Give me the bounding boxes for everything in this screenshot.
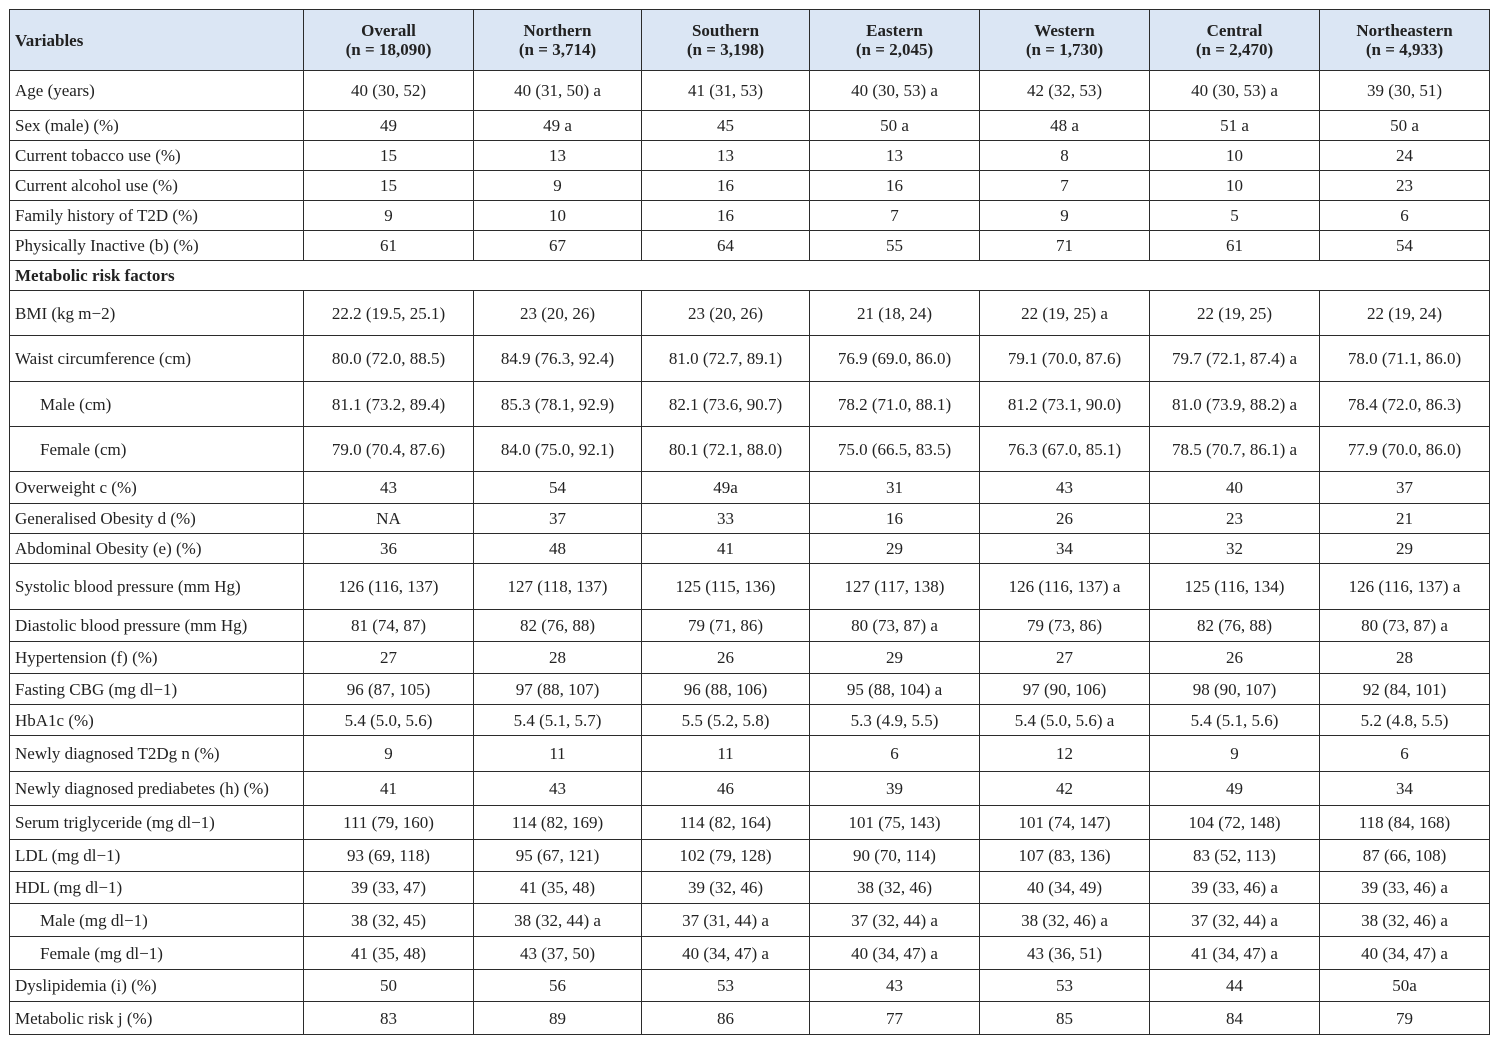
cell-value: 43 (37, 50) [474,937,642,970]
cell-value: 97 (88, 107) [474,674,642,705]
table-row [10,970,1490,1002]
cell-value: 16 [642,171,810,201]
cell-value: 79.0 (70.4, 87.6) [304,427,474,472]
table-row [10,564,1490,610]
cell-value: 13 [642,141,810,171]
table-row [10,171,1490,201]
row-label: Serum triglyceride (mg dl−1) [10,806,304,840]
cell-value: 86 [642,1002,810,1035]
cell-value: 39 (33, 46) a [1150,872,1320,904]
table-body [10,71,1490,1035]
row-label: Hypertension (f) (%) [10,642,304,674]
cell-value: 85 [980,1002,1150,1035]
cell-value: 80.0 (72.0, 88.5) [304,336,474,382]
column-name: Overall [361,21,416,40]
cell-value: 79 (73, 86) [980,610,1150,642]
column-sample-size: (n = 4,933) [1365,40,1444,59]
row-label: Overweight c (%) [10,472,304,504]
cell-value: 44 [1150,970,1320,1002]
cell-value: 45 [642,111,810,141]
table-row [10,201,1490,231]
cell-value: 9 [980,201,1150,231]
table-row [10,705,1490,736]
cell-value: 5.3 (4.9, 5.5) [810,705,980,736]
cell-value: 9 [1150,736,1320,772]
cell-value: 114 (82, 164) [642,806,810,840]
table-row [10,504,1490,534]
column-name: Southern [691,21,760,40]
cell-value: 79.1 (70.0, 87.6) [980,336,1150,382]
cell-value: 9 [304,201,474,231]
cell-value: 49a [642,472,810,504]
cell-value: 39 (32, 46) [642,872,810,904]
cell-value: 49 a [474,111,642,141]
cell-value: 41 (31, 53) [642,71,810,111]
cell-value: 28 [474,642,642,674]
cell-value: 61 [304,231,474,261]
cell-value: 84.0 (75.0, 92.1) [474,427,642,472]
cell-value: 50 a [1320,111,1490,141]
table-row [10,772,1490,806]
column-sample-size: (n = 3,198) [686,40,765,59]
cell-value: 33 [642,504,810,534]
cell-value: 50 a [810,111,980,141]
table-row [10,71,1490,111]
row-label: Age (years) [10,71,304,111]
section-row [10,261,1490,291]
cell-value: 43 [980,472,1150,504]
cell-value: 6 [810,736,980,772]
column-sample-size: (n = 2,470) [1195,40,1274,59]
cell-value: 107 (83, 136) [980,840,1150,872]
row-label: HbA1c (%) [10,705,304,736]
cell-value: 77 [810,1002,980,1035]
cell-value: 39 (33, 46) a [1320,872,1490,904]
cell-value: 78.2 (71.0, 88.1) [810,382,980,427]
cell-value: 41 (34, 47) a [1150,937,1320,970]
cell-value: 78.0 (71.1, 86.0) [1320,336,1490,382]
cell-value: 5.4 (5.0, 5.6) [304,705,474,736]
row-label: Abdominal Obesity (e) (%) [10,534,304,564]
cell-value: 38 (32, 46) a [1320,904,1490,937]
table-row [10,534,1490,564]
cell-value: 29 [1320,534,1490,564]
table-row [10,904,1490,937]
cell-value: 50 [304,970,474,1002]
cell-value: 13 [474,141,642,171]
table-row [10,872,1490,904]
cell-value: 48 [474,534,642,564]
cell-value: 43 [810,970,980,1002]
cell-value: 126 (116, 137) [304,564,474,610]
table-row [10,141,1490,171]
cell-value: 5.4 (5.0, 5.6) a [980,705,1150,736]
row-label: LDL (mg dl−1) [10,840,304,872]
row-label: Family history of T2D (%) [10,201,304,231]
cell-value: 61 [1150,231,1320,261]
row-label: Current alcohol use (%) [10,171,304,201]
row-label: Waist circumference (cm) [10,336,304,382]
cell-value: 43 [304,472,474,504]
cell-value: 80 (73, 87) a [810,610,980,642]
header-western [980,10,1150,71]
cell-value: 79 (71, 86) [642,610,810,642]
cell-value: 81.2 (73.1, 90.0) [980,382,1150,427]
column-sample-size: (n = 3,714) [518,40,597,59]
table-row [10,111,1490,141]
cell-value: 90 (70, 114) [810,840,980,872]
cell-value: 40 (34, 47) a [1320,937,1490,970]
cell-value: 43 [474,772,642,806]
cell-value: 26 [980,504,1150,534]
cell-value: 101 (75, 143) [810,806,980,840]
header-overall [304,10,474,71]
cell-value: 114 (82, 169) [474,806,642,840]
cell-value: 83 (52, 113) [1150,840,1320,872]
table-row [10,610,1490,642]
cell-value: 67 [474,231,642,261]
cell-value: 76.3 (67.0, 85.1) [980,427,1150,472]
cell-value: 7 [810,201,980,231]
cell-value: 16 [642,201,810,231]
cell-value: 54 [474,472,642,504]
table-row [10,382,1490,427]
cell-value: 64 [642,231,810,261]
cell-value: 5.4 (5.1, 5.6) [1150,705,1320,736]
cell-value: 34 [1320,772,1490,806]
column-name: Eastern [866,21,923,40]
cell-value: 97 (90, 106) [980,674,1150,705]
cell-value: 10 [1150,141,1320,171]
cell-value: 49 [1150,772,1320,806]
cell-value: 49 [304,111,474,141]
cell-value: 24 [1320,141,1490,171]
cell-value: 40 (34, 47) a [810,937,980,970]
cell-value: 75.0 (66.5, 83.5) [810,427,980,472]
cell-value: 13 [810,141,980,171]
cell-value: 111 (79, 160) [304,806,474,840]
cell-value: 27 [304,642,474,674]
cell-value: 22.2 (19.5, 25.1) [304,291,474,336]
cell-value: 76.9 (69.0, 86.0) [810,336,980,382]
column-name: Western [1034,21,1095,40]
cell-value: 7 [980,171,1150,201]
cell-value: 127 (118, 137) [474,564,642,610]
cell-value: 37 (32, 44) a [810,904,980,937]
cell-value: 98 (90, 107) [1150,674,1320,705]
cell-value: 38 (32, 46) a [980,904,1150,937]
cell-value: NA [304,504,474,534]
row-label: Male (mg dl−1) [10,904,304,937]
cell-value: 5 [1150,201,1320,231]
cell-value: 80.1 (72.1, 88.0) [642,427,810,472]
cell-value: 40 (30, 53) a [810,71,980,111]
row-label: Newly diagnosed T2Dg n (%) [10,736,304,772]
cell-value: 82.1 (73.6, 90.7) [642,382,810,427]
cell-value: 84.9 (76.3, 92.4) [474,336,642,382]
cell-value: 41 [642,534,810,564]
cell-value: 126 (116, 137) a [980,564,1150,610]
section-heading: Metabolic risk factors [10,261,1490,291]
table-row [10,937,1490,970]
cell-value: 46 [642,772,810,806]
cell-value: 40 (34, 47) a [642,937,810,970]
cell-value: 71 [980,231,1150,261]
cell-value: 78.5 (70.7, 86.1) a [1150,427,1320,472]
cell-value: 77.9 (70.0, 86.0) [1320,427,1490,472]
cell-value: 6 [1320,736,1490,772]
cell-value: 37 (32, 44) a [1150,904,1320,937]
cell-value: 82 (76, 88) [474,610,642,642]
header-eastern [810,10,980,71]
cell-value: 6 [1320,201,1490,231]
cell-value: 8 [980,141,1150,171]
cell-value: 22 (19, 24) [1320,291,1490,336]
cell-value: 41 [304,772,474,806]
cell-value: 26 [642,642,810,674]
table-row [10,427,1490,472]
table-row [10,642,1490,674]
row-label: Diastolic blood pressure (mm Hg) [10,610,304,642]
cell-value: 26 [1150,642,1320,674]
cell-value: 10 [1150,171,1320,201]
header-southern [642,10,810,71]
cell-value: 37 [474,504,642,534]
cell-value: 53 [642,970,810,1002]
header-central [1150,10,1320,71]
cell-value: 29 [810,534,980,564]
cell-value: 23 (20, 26) [642,291,810,336]
cell-value: 53 [980,970,1150,1002]
column-sample-size: (n = 2,045) [855,40,934,59]
cell-value: 15 [304,141,474,171]
cell-value: 39 (33, 47) [304,872,474,904]
cell-value: 11 [642,736,810,772]
cell-value: 80 (73, 87) a [1320,610,1490,642]
cell-value: 127 (117, 138) [810,564,980,610]
cell-value: 38 (32, 44) a [474,904,642,937]
row-label: BMI (kg m−2) [10,291,304,336]
row-label: Newly diagnosed prediabetes (h) (%) [10,772,304,806]
cell-value: 5.4 (5.1, 5.7) [474,705,642,736]
table-header [10,10,1490,71]
cell-value: 126 (116, 137) a [1320,564,1490,610]
cell-value: 40 (34, 49) [980,872,1150,904]
cell-value: 36 [304,534,474,564]
header-row [10,10,1490,71]
cell-value: 5.5 (5.2, 5.8) [642,705,810,736]
row-label: Metabolic risk j (%) [10,1002,304,1035]
row-label: Generalised Obesity d (%) [10,504,304,534]
cell-value: 41 (35, 48) [304,937,474,970]
cell-value: 125 (115, 136) [642,564,810,610]
column-name: Variables [15,30,84,50]
cell-value: 56 [474,970,642,1002]
cell-value: 10 [474,201,642,231]
cell-value: 79.7 (72.1, 87.4) a [1150,336,1320,382]
cell-value: 54 [1320,231,1490,261]
cell-value: 31 [810,472,980,504]
cell-value: 92 (84, 101) [1320,674,1490,705]
cell-value: 38 (32, 45) [304,904,474,937]
cell-value: 81.0 (72.7, 89.1) [642,336,810,382]
cell-value: 40 (31, 50) a [474,71,642,111]
cell-value: 21 (18, 24) [810,291,980,336]
cell-value: 22 (19, 25) [1150,291,1320,336]
cell-value: 39 (30, 51) [1320,71,1490,111]
cell-value: 101 (74, 147) [980,806,1150,840]
cell-value: 39 [810,772,980,806]
row-label: Male (cm) [10,382,304,427]
header-northern [474,10,642,71]
row-label: Systolic blood pressure (mm Hg) [10,564,304,610]
row-label: Female (mg dl−1) [10,937,304,970]
cell-value: 9 [474,171,642,201]
cell-value: 16 [810,504,980,534]
cell-value: 83 [304,1002,474,1035]
header-northeastern [1320,10,1490,71]
cell-value: 82 (76, 88) [1150,610,1320,642]
table-row [10,674,1490,705]
cell-value: 102 (79, 128) [642,840,810,872]
cell-value: 79 [1320,1002,1490,1035]
cell-value: 118 (84, 168) [1320,806,1490,840]
cell-value: 12 [980,736,1150,772]
cell-value: 48 a [980,111,1150,141]
cell-value: 50a [1320,970,1490,1002]
cell-value: 96 (88, 106) [642,674,810,705]
column-sample-size: (n = 18,090) [345,40,432,59]
table-row [10,840,1490,872]
table-row [10,1002,1490,1035]
cell-value: 40 (30, 53) a [1150,71,1320,111]
cell-value: 37 (31, 44) a [642,904,810,937]
cell-value: 28 [1320,642,1490,674]
cell-value: 42 (32, 53) [980,71,1150,111]
cell-value: 87 (66, 108) [1320,840,1490,872]
row-label: Dyslipidemia (i) (%) [10,970,304,1002]
cell-value: 41 (35, 48) [474,872,642,904]
cell-value: 27 [980,642,1150,674]
table-row [10,291,1490,336]
cell-value: 85.3 (78.1, 92.9) [474,382,642,427]
cell-value: 104 (72, 148) [1150,806,1320,840]
table-row [10,806,1490,840]
cell-value: 38 (32, 46) [810,872,980,904]
table-row [10,736,1490,772]
cell-value: 21 [1320,504,1490,534]
cell-value: 15 [304,171,474,201]
row-label: HDL (mg dl−1) [10,872,304,904]
cell-value: 23 [1150,504,1320,534]
cell-value: 95 (67, 121) [474,840,642,872]
row-label: Fasting CBG (mg dl−1) [10,674,304,705]
cell-value: 81 (74, 87) [304,610,474,642]
cell-value: 51 a [1150,111,1320,141]
table-row [10,336,1490,382]
cell-value: 125 (116, 134) [1150,564,1320,610]
cell-value: 89 [474,1002,642,1035]
table-row [10,231,1490,261]
cell-value: 9 [304,736,474,772]
cell-value: 96 (87, 105) [304,674,474,705]
cell-value: 5.2 (4.8, 5.5) [1320,705,1490,736]
column-name: Northern [523,21,592,40]
cell-value: 78.4 (72.0, 86.3) [1320,382,1490,427]
row-label: Sex (male) (%) [10,111,304,141]
cell-value: 22 (19, 25) a [980,291,1150,336]
cell-value: 37 [1320,472,1490,504]
header-variables [10,10,304,71]
cell-value: 32 [1150,534,1320,564]
row-label: Female (cm) [10,427,304,472]
cell-value: 23 (20, 26) [474,291,642,336]
cell-value: 40 [1150,472,1320,504]
cell-value: 55 [810,231,980,261]
column-name: Northeastern [1356,21,1453,40]
row-label: Physically Inactive (b) (%) [10,231,304,261]
cell-value: 95 (88, 104) a [810,674,980,705]
cell-value: 93 (69, 118) [304,840,474,872]
cell-value: 81.0 (73.9, 88.2) a [1150,382,1320,427]
cell-value: 40 (30, 52) [304,71,474,111]
cell-value: 29 [810,642,980,674]
column-name: Central [1206,21,1263,40]
cell-value: 23 [1320,171,1490,201]
cell-value: 34 [980,534,1150,564]
cell-value: 81.1 (73.2, 89.4) [304,382,474,427]
cell-value: 42 [980,772,1150,806]
cell-value: 43 (36, 51) [980,937,1150,970]
table-row [10,472,1490,504]
row-label: Current tobacco use (%) [10,141,304,171]
cell-value: 11 [474,736,642,772]
cell-value: 84 [1150,1002,1320,1035]
results-table [9,9,1490,1035]
column-sample-size: (n = 1,730) [1025,40,1104,59]
cell-value: 16 [810,171,980,201]
